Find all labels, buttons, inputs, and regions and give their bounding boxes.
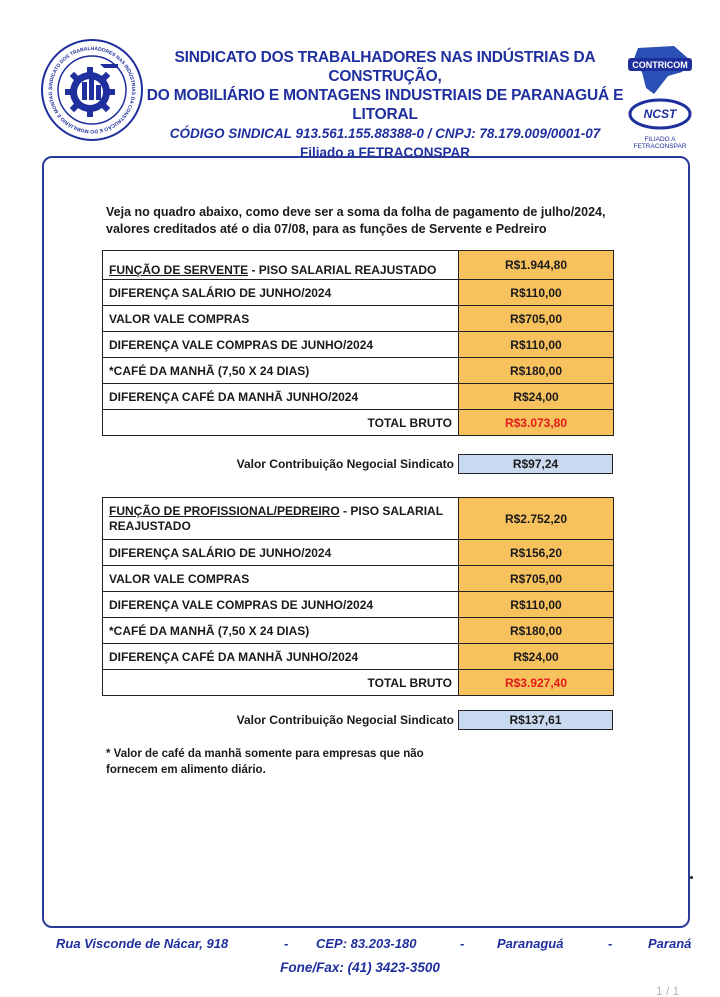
table-row <box>103 566 614 592</box>
total-label: TOTAL BRUTO <box>103 670 459 696</box>
union-seal-logo <box>40 38 144 142</box>
row-value: R$705,00 <box>459 306 614 332</box>
row-label: DIFERENÇA VALE COMPRAS DE JUNHO/2024 <box>103 592 459 618</box>
phone-fax: Fone/Fax: (41) 3423-3500 <box>280 960 440 975</box>
table-row <box>103 540 614 566</box>
ncst-logo-text: NCST <box>643 107 677 121</box>
row-label: DIFERENÇA VALE COMPRAS DE JUNHO/2024 <box>103 332 459 358</box>
city: Paranaguá <box>497 936 564 951</box>
union-name-line-2: DO MOBILIÁRIO E MONTAGENS INDUSTRIAIS DE PARANAGUÁ E LITORAL <box>146 87 624 123</box>
page-indicator: 1 / 1 <box>656 984 680 997</box>
affiliation-caption: FILIADO A FETRACONSPAR <box>633 136 687 150</box>
table-row <box>103 280 614 306</box>
separator: - <box>460 936 465 951</box>
union-header <box>140 48 630 162</box>
separator: - <box>608 936 613 951</box>
row-label: DIFERENÇA SALÁRIO DE JUNHO/2024 <box>103 280 459 306</box>
total-value: R$3.927,40 <box>459 670 614 696</box>
row-value: R$24,00 <box>459 384 614 410</box>
pedreiro-contribution <box>102 710 614 730</box>
state: Paraná <box>648 936 692 951</box>
table-row <box>103 592 614 618</box>
table-row <box>103 384 614 410</box>
union-code-line: CÓDIGO SINDICAL 913.561.155.88388-0 / CNPJ: 78.179.009/0001-07 <box>169 126 601 141</box>
row-value: R$110,00 <box>459 592 614 618</box>
table-row <box>103 498 614 540</box>
row-label: VALOR VALE COMPRAS <box>103 566 459 592</box>
contricom-logo-text: CONTRICOM <box>632 60 688 70</box>
row-value: R$180,00 <box>459 358 614 384</box>
total-label: TOTAL BRUTO <box>103 410 459 436</box>
table-row <box>103 644 614 670</box>
servente-table <box>102 250 614 436</box>
row-label: DIFERENÇA SALÁRIO DE JUNHO/2024 <box>103 540 459 566</box>
scan-speck <box>690 876 693 879</box>
contribution-label: Valor Contribuição Negocial Sindicato <box>236 457 454 471</box>
intro-line-2: valores creditados até o dia 07/08, para as funções de Servente e Pedreiro <box>106 222 547 236</box>
footnote-line-2: fornecem em alimento diário. <box>106 764 266 776</box>
table-row <box>103 618 614 644</box>
servente-title-value: R$1.944,80 <box>459 251 614 280</box>
total-value: R$3.073,80 <box>459 410 614 436</box>
union-name-line-1: SINDICATO DOS TRABALHADORES NAS INDÚSTRIAS DA CONSTRUÇÃO, <box>174 49 596 85</box>
contribution-label: Valor Contribuição Negocial Sindicato <box>236 713 454 727</box>
table-row <box>103 410 614 436</box>
row-value: R$180,00 <box>459 618 614 644</box>
postal-code: CEP: 83.203-180 <box>316 936 417 951</box>
street-address: Rua Visconde de Nácar, 918 <box>56 936 229 951</box>
table-row <box>103 670 614 696</box>
row-label: *CAFÉ DA MANHÃ (7,50 X 24 DIAS) <box>103 618 459 644</box>
row-value: R$24,00 <box>459 644 614 670</box>
affiliation-line: Filiado a FETRACONSPAR <box>299 145 470 160</box>
row-label: VALOR VALE COMPRAS <box>103 306 459 332</box>
row-label: DIFERENÇA CAFÉ DA MANHÃ JUNHO/2024 <box>103 644 459 670</box>
pedreiro-table <box>102 497 614 696</box>
servente-title-cell: FUNÇÃO DE SERVENTE - PISO SALARIAL REAJUSTADO <box>103 251 459 280</box>
row-value: R$156,20 <box>459 540 614 566</box>
row-value: R$110,00 <box>459 332 614 358</box>
contribution-value: R$97,24 <box>458 454 613 474</box>
servente-contribution <box>102 454 614 474</box>
separator: - <box>284 936 289 951</box>
row-label: DIFERENÇA CAFÉ DA MANHÃ JUNHO/2024 <box>103 384 459 410</box>
row-value: R$705,00 <box>459 566 614 592</box>
row-value: R$110,00 <box>459 280 614 306</box>
table-row <box>103 358 614 384</box>
contribution-value: R$137,61 <box>458 710 613 730</box>
intro-text <box>106 204 626 238</box>
seal-ring-text: SINDICATO DOS TRABALHADORES NAS INDÚSTRIAS DA CONSTRUÇÃO E DO MOBILIÁRIO E MONTAG <box>47 45 137 135</box>
intro-line-1: Veja no quadro abaixo, como deve ser a soma da folha de pagamento de julho/2024, <box>106 205 606 219</box>
footnote-line-1: * Valor de café da manhã somente para empresas que não <box>106 748 424 760</box>
row-label: *CAFÉ DA MANHÃ (7,50 X 24 DIAS) <box>103 358 459 384</box>
affiliation-logos <box>624 42 696 154</box>
table-row <box>103 251 614 280</box>
footnote <box>106 746 486 778</box>
table-row <box>103 332 614 358</box>
table-row <box>103 306 614 332</box>
pedreiro-title-value: R$2.752,20 <box>459 498 614 540</box>
pedreiro-title-cell: FUNÇÃO DE PROFISSIONAL/PEDREIRO - PISO SALARIAL REAJUSTADO <box>103 498 459 540</box>
